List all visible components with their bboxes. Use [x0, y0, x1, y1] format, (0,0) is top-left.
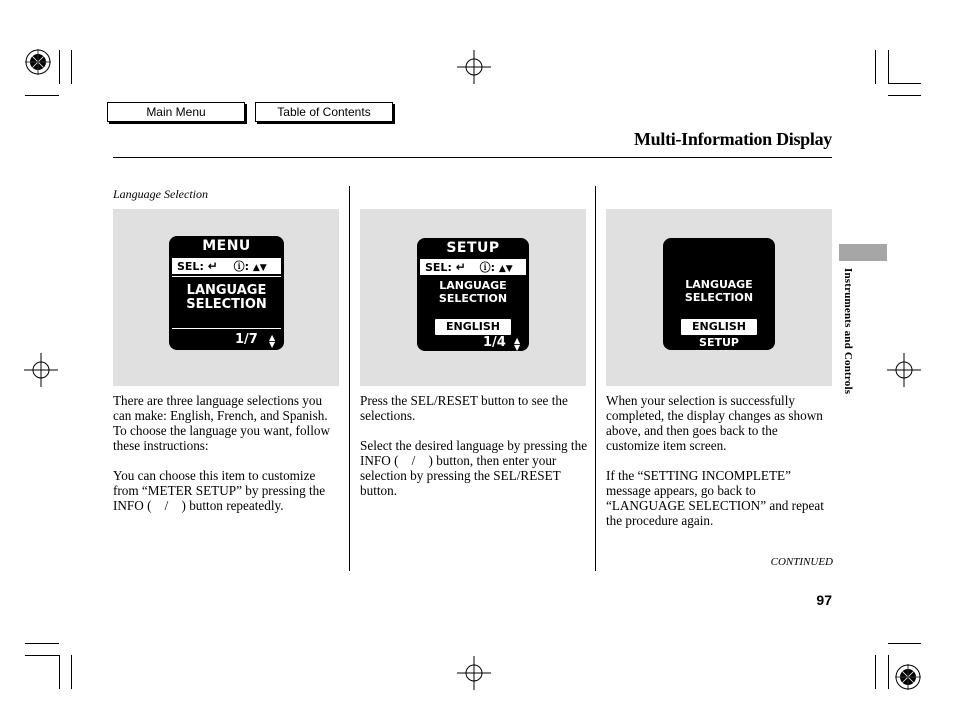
display-line: SELECTION: [438, 292, 508, 305]
column-divider: [595, 186, 596, 571]
info-icon: ⓘ:: [233, 260, 250, 273]
page-number: 97: [816, 592, 832, 608]
registration-crosshair-icon: [457, 656, 491, 690]
display-sel-bar: SEL: ↵ ⓘ: ▲▼: [172, 258, 281, 274]
paragraph: You can choose this item to customize from “METER SETUP” by pressing the INFO ( / ) button repeatedly.: [113, 468, 326, 513]
display-screen: [417, 238, 529, 351]
display-footer: SETUP: [699, 336, 739, 349]
display-line: LANGUAGE: [186, 283, 267, 298]
display-selected-option: ENGLISH: [435, 319, 511, 335]
display-screen: [169, 236, 284, 350]
display-line: SELECTION: [186, 297, 267, 312]
registration-crosshair-icon: [457, 50, 491, 84]
display-sel-bar: SEL: ↵ ⓘ: ▲▼: [420, 259, 526, 275]
enter-arrow-icon: ↵: [455, 260, 466, 274]
display-selected-option: ENGLISH: [681, 319, 757, 335]
registration-crosshair-icon: [887, 353, 921, 387]
display-screen: [663, 238, 775, 350]
continued-label: CONTINUED: [770, 556, 833, 568]
column-text: [113, 393, 341, 528]
figure-caption: Language Selection: [113, 187, 208, 201]
paragraph: Select the desired language by pressing the INFO ( / ) button, then enter your selection by pressing the SEL/RESET button.: [360, 438, 588, 498]
column-text: [360, 393, 588, 513]
display-divider: [172, 328, 281, 329]
display-illustration-panel: [113, 209, 339, 386]
table-of-contents-button[interactable]: Table of Contents: [255, 102, 393, 122]
column-divider: [349, 186, 350, 571]
paragraph: If the “SETTING INCOMPLETE” message appears, go back to “LANGUAGE SELECTION” and repeat the procedure again.: [606, 468, 824, 528]
section-tab: [839, 244, 887, 261]
registration-crosshair-icon: [24, 353, 58, 387]
paragraph: Press the SEL/RESET button to see the selections.: [360, 393, 568, 423]
registration-target-icon: [25, 49, 51, 75]
display-title: MENU: [202, 238, 251, 254]
display-title: SETUP: [446, 240, 500, 256]
display-line: LANGUAGE: [439, 279, 507, 292]
display-line: LANGUAGE: [685, 278, 753, 291]
title-rule: [113, 157, 832, 158]
main-menu-button[interactable]: Main Menu: [107, 102, 245, 122]
page-title: Multi-Information Display: [633, 129, 832, 149]
display-page-indicator: 1/4: [483, 335, 506, 350]
paragraph: There are three language selections you can make: English, French, and Spanish. To choose the language you want, follow these instructions:: [113, 393, 330, 453]
column-text: [606, 393, 834, 543]
up-down-arrows-icon: ▲▼: [252, 263, 267, 273]
up-down-arrows-icon: ▲ ▼: [269, 333, 276, 349]
paragraph: When your selection is successfully completed, the display changes as shown above, and then goes back to the customize item screen.: [606, 393, 823, 453]
display-page-indicator: 1/7: [235, 332, 258, 347]
display-illustration-panel: [360, 209, 586, 386]
display-illustration-panel: [606, 209, 832, 386]
display-line: SELECTION: [684, 291, 754, 304]
display-divider: [172, 276, 281, 277]
section-tab-label: Instruments and Controls: [842, 268, 854, 395]
up-down-arrows-icon: ▲ ▼: [514, 336, 521, 352]
registration-target-icon: [895, 664, 921, 690]
up-down-arrows-icon: ▲▼: [498, 264, 513, 274]
enter-arrow-icon: ↵: [207, 259, 218, 273]
info-icon: ⓘ:: [479, 261, 496, 274]
